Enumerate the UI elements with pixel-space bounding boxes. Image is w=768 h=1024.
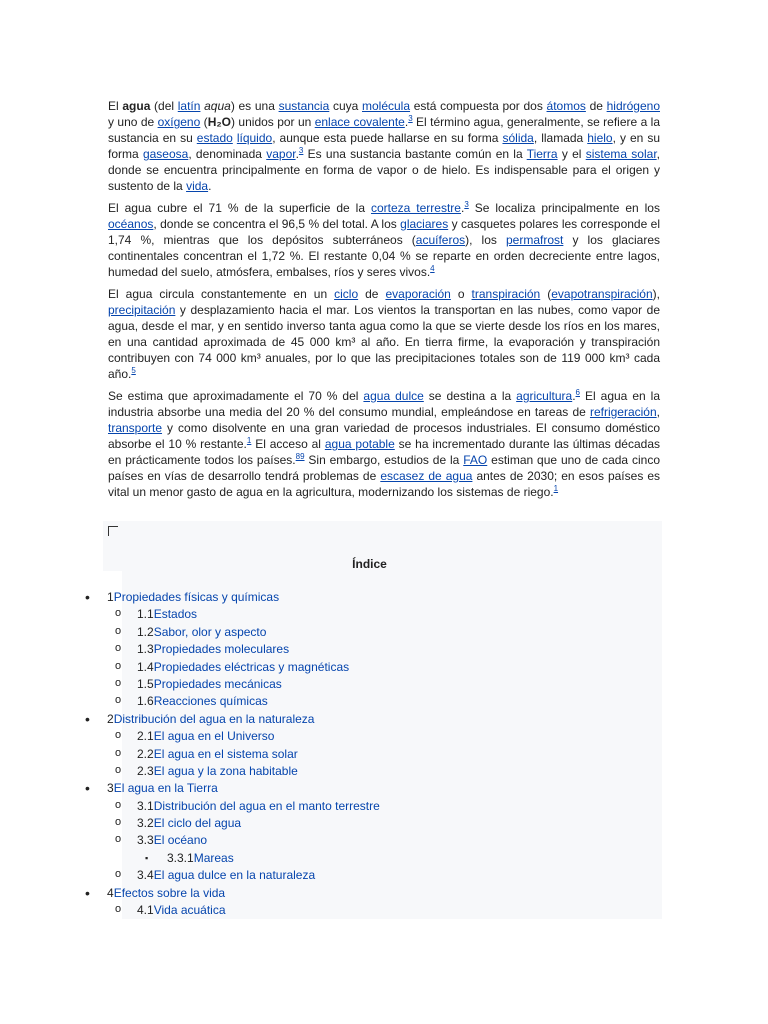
inline-link[interactable]: enlace covalente bbox=[314, 115, 405, 129]
text-run: , denominada bbox=[188, 147, 267, 161]
text-run: Sin embargo, estudios de la bbox=[304, 453, 464, 467]
paragraph-distribution bbox=[108, 200, 660, 280]
paragraph-intro bbox=[108, 98, 660, 194]
reference-sup bbox=[430, 264, 434, 273]
toc-text[interactable]: El océano bbox=[153, 833, 208, 848]
text-run: ) es una bbox=[230, 99, 279, 113]
inline-link[interactable]: gaseosa bbox=[142, 147, 189, 161]
text-run: y uno de bbox=[108, 115, 158, 129]
text-run: El acceso al bbox=[251, 437, 325, 451]
bullet-icon: o bbox=[115, 607, 122, 620]
toc-title: Índice bbox=[352, 557, 387, 571]
text-run: cuya bbox=[329, 99, 362, 113]
inline-link[interactable]: transporte bbox=[108, 421, 163, 435]
inline-link[interactable]: permafrost bbox=[506, 233, 564, 247]
toc-link[interactable] bbox=[167, 850, 234, 867]
reference-link[interactable]: 1 bbox=[246, 436, 252, 445]
text-run: . bbox=[208, 179, 212, 193]
text-run: ), bbox=[652, 287, 660, 301]
toc-number: 1.5 bbox=[137, 676, 154, 691]
text-run: . bbox=[572, 389, 576, 403]
inline-link[interactable]: átomos bbox=[546, 99, 586, 113]
toc-text[interactable]: Vida acuática bbox=[153, 903, 226, 918]
reference-link[interactable]: 3 bbox=[464, 200, 469, 209]
bullet-icon: • bbox=[85, 780, 90, 797]
text-run: El agua cubre el 71 % de la superficie de la bbox=[108, 201, 371, 215]
article-body bbox=[108, 98, 660, 506]
toc-number: 1.3 bbox=[137, 642, 154, 657]
inline-link[interactable]: hielo bbox=[587, 131, 613, 145]
inline-link[interactable]: FAO bbox=[463, 453, 488, 467]
toc-number: 2 bbox=[107, 711, 114, 726]
text-run: y los glaciares continentales concentran el 1,72 %. El restante 0,04 % se reparte en orden decreciente entre lagos, humedad del suelo, atmósfera, embalses, ríos y seres vivos. bbox=[108, 233, 660, 279]
text-run: , y en su forma bbox=[108, 131, 660, 161]
text-run: de bbox=[358, 287, 386, 301]
toc-item-level-1[interactable] bbox=[0, 885, 700, 902]
toc-link[interactable] bbox=[137, 606, 197, 623]
reference-link[interactable]: 5 bbox=[131, 366, 136, 375]
bullet-icon: o bbox=[115, 798, 122, 811]
bullet-icon: o bbox=[115, 694, 122, 707]
inline-link[interactable]: hidrógeno bbox=[606, 99, 660, 113]
inline-link[interactable]: líquido bbox=[236, 131, 273, 145]
text-run: , bbox=[656, 405, 660, 419]
toc-number: 3 bbox=[107, 781, 114, 796]
toc-text[interactable]: El agua y la zona habitable bbox=[153, 763, 298, 778]
toc-link[interactable] bbox=[137, 763, 298, 780]
bullet-icon: o bbox=[115, 868, 122, 881]
text-run: de bbox=[585, 99, 607, 113]
bullet-icon: o bbox=[115, 816, 122, 829]
text-run: , aunque esta puede hallarse en su forma bbox=[272, 131, 503, 145]
text-run: . bbox=[295, 147, 299, 161]
toc-item-level-2[interactable] bbox=[0, 867, 700, 884]
toc-link[interactable] bbox=[137, 693, 268, 710]
toc-item-level-2[interactable] bbox=[0, 798, 700, 815]
toc-link[interactable] bbox=[137, 624, 266, 641]
bullet-icon: o bbox=[115, 903, 122, 916]
toc-link[interactable] bbox=[107, 780, 218, 797]
text-run: y el bbox=[557, 147, 586, 161]
toc-number: 2.2 bbox=[137, 746, 154, 761]
toc-text[interactable]: Propiedades físicas y químicas bbox=[113, 590, 280, 604]
toc-text[interactable]: Propiedades mecánicas bbox=[153, 676, 282, 691]
inline-link[interactable]: evapotranspiración bbox=[551, 287, 653, 301]
toc-number: 2.1 bbox=[137, 729, 154, 744]
toc-number: 1.6 bbox=[137, 694, 154, 709]
reference-sup bbox=[554, 484, 558, 493]
toc-item-level-2[interactable] bbox=[0, 832, 700, 849]
reference-link[interactable]: 3 bbox=[298, 146, 304, 155]
toc-text[interactable]: El agua en la Tierra bbox=[113, 781, 218, 796]
inline-link[interactable]: oxígeno bbox=[157, 115, 201, 129]
toc-item-level-2[interactable] bbox=[0, 815, 700, 832]
bullet-icon: o bbox=[115, 729, 122, 742]
toc-link[interactable] bbox=[107, 589, 279, 606]
inline-link[interactable]: vida bbox=[186, 179, 209, 193]
inline-link[interactable]: transpiración bbox=[471, 287, 541, 301]
bullet-icon: o bbox=[115, 763, 122, 776]
text-run: y desplazamiento hacia el mar. Los vientos la transportan en las nubes, como vapor de agua, desde el mar, y en sentido inverso tanta agua como la que se vierte desde los ríos en los mares, en una cantidad aproximada de 45 000 km³ al año. En tierra firme, la evaporación y transpiración contribuyen con 74 000 km³ anuales, por lo que las precipitaciones totales son de 119 000 km³ cada año. bbox=[108, 303, 660, 381]
bold-text: agua bbox=[122, 99, 151, 113]
text-run: ( bbox=[540, 287, 552, 301]
reference-link[interactable]: 3 bbox=[408, 114, 413, 123]
inline-link[interactable]: estado bbox=[196, 131, 233, 145]
bold-text: H₂O bbox=[207, 115, 232, 129]
toc-number: 3.4 bbox=[137, 868, 154, 883]
toc-link[interactable] bbox=[137, 676, 282, 693]
text-run: se ha incrementado durante las últimas décadas en prácticamente todos los países. bbox=[108, 437, 660, 467]
reference-link[interactable]: 6 bbox=[575, 388, 580, 397]
toc-text[interactable]: El ciclo del agua bbox=[153, 816, 242, 831]
inline-link[interactable]: agua potable bbox=[324, 437, 395, 451]
text-run: El término agua, generalmente, se refiere a la sustancia en su bbox=[108, 115, 660, 145]
toc-item-level-2[interactable] bbox=[0, 746, 700, 763]
inline-link[interactable]: sistema solar bbox=[585, 147, 657, 161]
bullet-icon: • bbox=[85, 884, 90, 901]
inline-link[interactable]: sustancia bbox=[278, 99, 330, 113]
toc-number: 1 bbox=[107, 590, 114, 604]
toc-item-level-2[interactable] bbox=[0, 606, 700, 623]
toc-number: 1.2 bbox=[137, 624, 154, 639]
toc-number: 4.1 bbox=[137, 903, 154, 918]
text-run: . bbox=[460, 201, 465, 215]
toc-text[interactable]: Estados bbox=[153, 607, 198, 622]
bullet-icon: o bbox=[115, 833, 122, 846]
reference-link[interactable]: 89 bbox=[295, 452, 305, 461]
toc-number: 3.2 bbox=[137, 816, 154, 831]
toc-text[interactable]: El agua en el Universo bbox=[153, 729, 275, 744]
bullet-icon: o bbox=[115, 746, 122, 759]
toc-link[interactable] bbox=[137, 798, 380, 815]
toc-item-level-2[interactable] bbox=[0, 624, 700, 641]
bullet-icon: • bbox=[85, 589, 90, 605]
inline-link[interactable]: agua dulce bbox=[363, 389, 424, 403]
bullet-icon: o bbox=[115, 642, 122, 655]
inline-link[interactable]: corteza terrestre bbox=[370, 201, 461, 215]
text-run: Es una sustancia bastante común en la bbox=[303, 147, 527, 161]
text-run: (del bbox=[150, 99, 178, 113]
text-run: Se localiza principalmente en los bbox=[468, 201, 660, 215]
toc-item-level-1[interactable] bbox=[0, 780, 700, 797]
reference-sup bbox=[131, 366, 135, 375]
reference-link[interactable]: 1 bbox=[553, 484, 559, 493]
toc-link[interactable] bbox=[137, 746, 298, 763]
toc-number: 1.4 bbox=[137, 659, 154, 674]
toc-item-level-2[interactable] bbox=[0, 676, 700, 693]
text-run: antes de 2030; en esos países es vital un menor gasto de agua en la agricultura, modernizando los sistemas de riego. bbox=[108, 469, 661, 499]
toc-number: 3.3 bbox=[137, 833, 154, 848]
bullet-icon: o bbox=[115, 676, 122, 689]
reference-sup bbox=[296, 452, 305, 461]
toc-text[interactable]: Mareas bbox=[193, 850, 234, 865]
text-run: Se estima que aproximadamente el 70 % del bbox=[108, 389, 364, 403]
text-run: El agua en la industria absorbe una media del 20 % del consumo mundial, empleándose en tareas de bbox=[108, 389, 661, 419]
toc-link[interactable] bbox=[137, 641, 289, 658]
inline-link[interactable]: acuíferos bbox=[415, 233, 466, 247]
toc-item-level-2[interactable] bbox=[0, 763, 700, 780]
toc-text[interactable]: Distribución del agua en la naturaleza bbox=[113, 711, 315, 726]
toc-item-level-3[interactable] bbox=[0, 850, 700, 867]
reference-link[interactable]: 4 bbox=[430, 264, 435, 273]
inline-link[interactable]: evaporación bbox=[385, 287, 451, 301]
text-run: El bbox=[108, 99, 123, 113]
toc-text[interactable]: El agua en el sistema solar bbox=[153, 746, 298, 761]
toc-text[interactable]: Sabor, olor y aspecto bbox=[153, 624, 267, 639]
toc-number: 4 bbox=[107, 885, 114, 900]
toc-link[interactable] bbox=[107, 711, 314, 728]
inline-link[interactable]: glaciares bbox=[400, 217, 449, 231]
text-run: El agua circula constantemente en un bbox=[108, 287, 335, 301]
text-run: o bbox=[450, 287, 472, 301]
text-run: ) unidos por un bbox=[231, 115, 315, 129]
inline-link[interactable]: precipitación bbox=[108, 303, 176, 317]
toc-item-level-2[interactable] bbox=[0, 659, 700, 676]
toc-number: 3.3.1 bbox=[167, 850, 194, 865]
inline-link[interactable]: sólida bbox=[502, 131, 534, 145]
inline-link[interactable]: refrigeración bbox=[589, 405, 657, 419]
text-run: , llamada bbox=[533, 131, 588, 145]
inline-link[interactable]: ciclo bbox=[334, 287, 359, 301]
toc-item-level-1[interactable] bbox=[0, 711, 700, 728]
bullet-icon: ▪ bbox=[145, 852, 149, 863]
toc-item-level-2[interactable] bbox=[0, 693, 700, 710]
text-run: y como disolvente en una gran variedad de procesos industriales. El consumo doméstico absorbe el 10 % restante. bbox=[108, 421, 660, 451]
toc-item-level-2[interactable] bbox=[0, 902, 700, 919]
toc-number: 1.1 bbox=[137, 607, 154, 622]
toc-text[interactable]: Propiedades eléctricas y magnéticas bbox=[153, 659, 350, 674]
inline-link[interactable]: vapor bbox=[266, 147, 296, 161]
toc-link[interactable] bbox=[107, 885, 225, 902]
toc-text[interactable]: El agua dulce en la naturaleza bbox=[153, 868, 316, 883]
bullet-icon: o bbox=[115, 659, 122, 672]
inline-link[interactable]: latín bbox=[177, 99, 201, 113]
toc-link[interactable] bbox=[137, 867, 315, 884]
text-run: , donde se concentra el 96,5 % del total. A los bbox=[153, 217, 401, 231]
text-run: ), los bbox=[465, 233, 506, 247]
toc-link[interactable] bbox=[137, 832, 207, 849]
toc-text[interactable]: Reacciones químicas bbox=[153, 694, 268, 709]
toc-toggle-checkbox[interactable] bbox=[108, 526, 118, 536]
text-run: está compuesta por dos bbox=[410, 99, 547, 113]
toc-number: 3.1 bbox=[137, 798, 154, 813]
text-run: estiman que uno de cada cinco países en vías de desarrollo tendrá problemas de bbox=[108, 453, 660, 483]
bullet-icon: o bbox=[115, 624, 122, 637]
text-run: , donde se encuentra principalmente en forma de vapor o de hielo. Es indispensable para el origen y sustento de la bbox=[108, 147, 660, 193]
toc-text[interactable]: Propiedades moleculares bbox=[153, 642, 290, 657]
toc-text[interactable]: Distribución del agua en el manto terrestre bbox=[153, 798, 380, 813]
inline-link[interactable]: escasez de agua bbox=[380, 469, 473, 483]
toc-link[interactable] bbox=[137, 659, 349, 676]
toc-link[interactable] bbox=[137, 902, 226, 919]
paragraph-usage bbox=[108, 388, 660, 500]
toc-link[interactable] bbox=[137, 815, 241, 832]
toc-item-level-2[interactable] bbox=[0, 641, 700, 658]
toc-text[interactable]: Efectos sobre la vida bbox=[113, 885, 226, 900]
toc-list bbox=[0, 589, 700, 919]
text-run: ( bbox=[200, 115, 208, 129]
text-run: . bbox=[404, 115, 409, 129]
toc-item-level-1[interactable] bbox=[0, 589, 700, 606]
toc-item-level-2[interactable] bbox=[0, 728, 700, 745]
paragraph-cycle bbox=[108, 286, 660, 382]
toc-number: 2.3 bbox=[137, 763, 154, 778]
inline-link[interactable]: océanos bbox=[108, 217, 154, 231]
inline-link[interactable]: Tierra bbox=[526, 147, 558, 161]
text-run: se destina a la bbox=[423, 389, 517, 403]
bullet-icon: • bbox=[85, 710, 90, 727]
text-run: y casquetes polares les corresponde el 1,74 %, mientras que los depósitos subterráneos ( bbox=[108, 217, 660, 247]
inline-link[interactable]: molécula bbox=[362, 99, 411, 113]
toc-link[interactable] bbox=[137, 728, 274, 745]
inline-link[interactable]: agricultura bbox=[516, 389, 573, 403]
italic-text: aqua bbox=[204, 99, 231, 113]
